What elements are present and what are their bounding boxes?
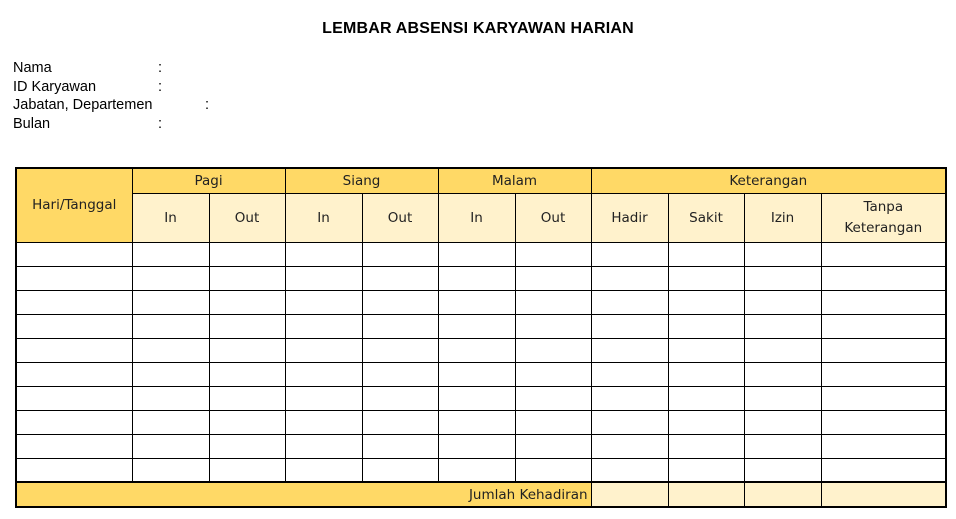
cell-siang-out xyxy=(362,314,438,338)
info-colon: : xyxy=(158,60,163,76)
cell-pagi-out xyxy=(209,314,285,338)
cell-malam-in xyxy=(438,362,515,386)
info-label: Jabatan, Departemen xyxy=(13,97,153,113)
cell-pagi-in xyxy=(132,338,209,362)
cell-pagi-out xyxy=(209,386,285,410)
cell-siang-in xyxy=(285,266,362,290)
cell-izin xyxy=(744,386,821,410)
cell-pagi-out xyxy=(209,290,285,314)
cell-izin xyxy=(744,434,821,458)
cell-hadir xyxy=(591,410,668,434)
cell-hari-tanggal xyxy=(16,290,132,314)
info-label: ID Karyawan xyxy=(13,78,97,95)
cell-izin xyxy=(744,290,821,314)
cell-pagi-in xyxy=(132,362,209,386)
table-row xyxy=(16,266,946,290)
cell-izin xyxy=(744,338,821,362)
cell-izin xyxy=(744,458,821,482)
cell-malam-in xyxy=(438,434,515,458)
header-siang: Siang xyxy=(285,168,438,193)
cell-malam-in xyxy=(438,290,515,314)
header-malam: Malam xyxy=(438,168,591,193)
cell-tanpa-keterangan xyxy=(821,458,946,482)
attendance-table xyxy=(15,167,947,508)
header-siang-in: In xyxy=(285,193,362,242)
cell-malam-in xyxy=(438,314,515,338)
header-keterangan: Keterangan xyxy=(591,168,946,193)
header-sakit: Sakit xyxy=(668,193,744,242)
cell-siang-out xyxy=(362,458,438,482)
header-tanpa-keterangan xyxy=(821,193,946,242)
cell-izin xyxy=(744,410,821,434)
cell-malam-out xyxy=(515,314,591,338)
table-row xyxy=(16,338,946,362)
cell-pagi-out xyxy=(209,410,285,434)
cell-sakit xyxy=(668,458,744,482)
cell-hari-tanggal xyxy=(16,458,132,482)
cell-hari-tanggal xyxy=(16,386,132,410)
header-izin: Izin xyxy=(744,193,821,242)
cell-sakit xyxy=(668,410,744,434)
cell-sakit xyxy=(668,386,744,410)
cell-pagi-out xyxy=(209,434,285,458)
header-hari-tanggal: Hari/Tanggal xyxy=(16,168,132,242)
table-row xyxy=(16,362,946,386)
footer-total-izin xyxy=(744,482,821,507)
header-siang-out: Out xyxy=(362,193,438,242)
cell-siang-in xyxy=(285,290,362,314)
cell-tanpa-keterangan xyxy=(821,266,946,290)
cell-malam-in xyxy=(438,386,515,410)
table-row xyxy=(16,386,946,410)
cell-malam-out xyxy=(515,386,591,410)
cell-malam-out xyxy=(515,266,591,290)
info-label: Bulan xyxy=(13,115,51,132)
info-colon: : xyxy=(205,97,210,113)
cell-siang-out xyxy=(362,410,438,434)
cell-malam-in xyxy=(438,242,515,266)
cell-pagi-out xyxy=(209,362,285,386)
cell-malam-out xyxy=(515,242,591,266)
cell-sakit xyxy=(668,338,744,362)
cell-siang-out xyxy=(362,290,438,314)
cell-pagi-in xyxy=(132,242,209,266)
cell-hari-tanggal xyxy=(16,242,132,266)
cell-sakit xyxy=(668,434,744,458)
cell-hadir xyxy=(591,386,668,410)
cell-izin xyxy=(744,314,821,338)
cell-hari-tanggal xyxy=(16,434,132,458)
table-row xyxy=(16,458,946,482)
cell-siang-out xyxy=(362,362,438,386)
header-row-sub xyxy=(16,193,946,242)
header-pagi-out: Out xyxy=(209,193,285,242)
cell-siang-out xyxy=(362,242,438,266)
cell-pagi-in xyxy=(132,386,209,410)
cell-malam-out xyxy=(515,410,591,434)
cell-siang-in xyxy=(285,386,362,410)
cell-sakit xyxy=(668,314,744,338)
table-row xyxy=(16,242,946,266)
cell-pagi-in xyxy=(132,290,209,314)
header-malam-out: Out xyxy=(515,193,591,242)
cell-pagi-in xyxy=(132,266,209,290)
footer-row xyxy=(16,482,946,507)
footer-total-sakit xyxy=(668,482,744,507)
cell-izin xyxy=(744,266,821,290)
cell-pagi-in xyxy=(132,314,209,338)
cell-siang-in xyxy=(285,314,362,338)
cell-tanpa-keterangan xyxy=(821,386,946,410)
cell-pagi-out xyxy=(209,266,285,290)
cell-tanpa-keterangan xyxy=(821,290,946,314)
cell-tanpa-keterangan xyxy=(821,314,946,338)
cell-hadir xyxy=(591,458,668,482)
cell-malam-out xyxy=(515,338,591,362)
footer-jumlah-kehadiran: Jumlah Kehadiran xyxy=(16,482,591,507)
table-row xyxy=(16,290,946,314)
cell-siang-out xyxy=(362,266,438,290)
cell-tanpa-keterangan xyxy=(821,362,946,386)
cell-malam-in xyxy=(438,410,515,434)
cell-pagi-in xyxy=(132,434,209,458)
cell-siang-out xyxy=(362,386,438,410)
cell-pagi-out xyxy=(209,458,285,482)
cell-hadir xyxy=(591,290,668,314)
table-row xyxy=(16,410,946,434)
cell-malam-in xyxy=(438,458,515,482)
cell-hari-tanggal xyxy=(16,338,132,362)
cell-tanpa-keterangan xyxy=(821,338,946,362)
cell-hari-tanggal xyxy=(16,362,132,386)
cell-malam-out xyxy=(515,290,591,314)
cell-pagi-in xyxy=(132,410,209,434)
cell-pagi-out xyxy=(209,242,285,266)
cell-hadir xyxy=(591,266,668,290)
cell-pagi-in xyxy=(132,458,209,482)
tanpa-line2: Keterangan xyxy=(844,219,923,236)
cell-tanpa-keterangan xyxy=(821,242,946,266)
header-hadir: Hadir xyxy=(591,193,668,242)
cell-hadir xyxy=(591,242,668,266)
table-body xyxy=(16,168,946,507)
cell-sakit xyxy=(668,242,744,266)
cell-siang-in xyxy=(285,242,362,266)
footer-total-hadir xyxy=(591,482,668,507)
header-row-groups xyxy=(16,168,946,193)
cell-siang-in xyxy=(285,410,362,434)
cell-hari-tanggal xyxy=(16,410,132,434)
cell-sakit xyxy=(668,290,744,314)
header-pagi-in: In xyxy=(132,193,209,242)
cell-sakit xyxy=(668,266,744,290)
cell-izin xyxy=(744,362,821,386)
cell-hari-tanggal xyxy=(16,314,132,338)
cell-malam-out xyxy=(515,362,591,386)
cell-hadir xyxy=(591,314,668,338)
cell-malam-out xyxy=(515,458,591,482)
header-pagi: Pagi xyxy=(132,168,285,193)
cell-sakit xyxy=(668,362,744,386)
cell-siang-in xyxy=(285,434,362,458)
cell-hadir xyxy=(591,434,668,458)
cell-hari-tanggal xyxy=(16,266,132,290)
cell-siang-in xyxy=(285,458,362,482)
cell-hadir xyxy=(591,362,668,386)
cell-siang-in xyxy=(285,362,362,386)
tanpa-line1: Tanpa xyxy=(863,198,904,215)
cell-hadir xyxy=(591,338,668,362)
cell-pagi-out xyxy=(209,338,285,362)
footer-total-tanpa-keterangan xyxy=(821,482,946,507)
table-row xyxy=(16,314,946,338)
document-title: LEMBAR ABSENSI KARYAWAN HARIAN xyxy=(322,20,634,37)
table-row xyxy=(16,434,946,458)
cell-siang-in xyxy=(285,338,362,362)
info-colon: : xyxy=(158,78,163,95)
info-colon: : xyxy=(158,115,163,132)
cell-tanpa-keterangan xyxy=(821,434,946,458)
cell-malam-in xyxy=(438,266,515,290)
info-label: Nama xyxy=(13,60,52,76)
header-malam-in: In xyxy=(438,193,515,242)
cell-malam-out xyxy=(515,434,591,458)
cell-siang-out xyxy=(362,434,438,458)
cell-siang-out xyxy=(362,338,438,362)
cell-izin xyxy=(744,242,821,266)
cell-tanpa-keterangan xyxy=(821,410,946,434)
cell-malam-in xyxy=(438,338,515,362)
